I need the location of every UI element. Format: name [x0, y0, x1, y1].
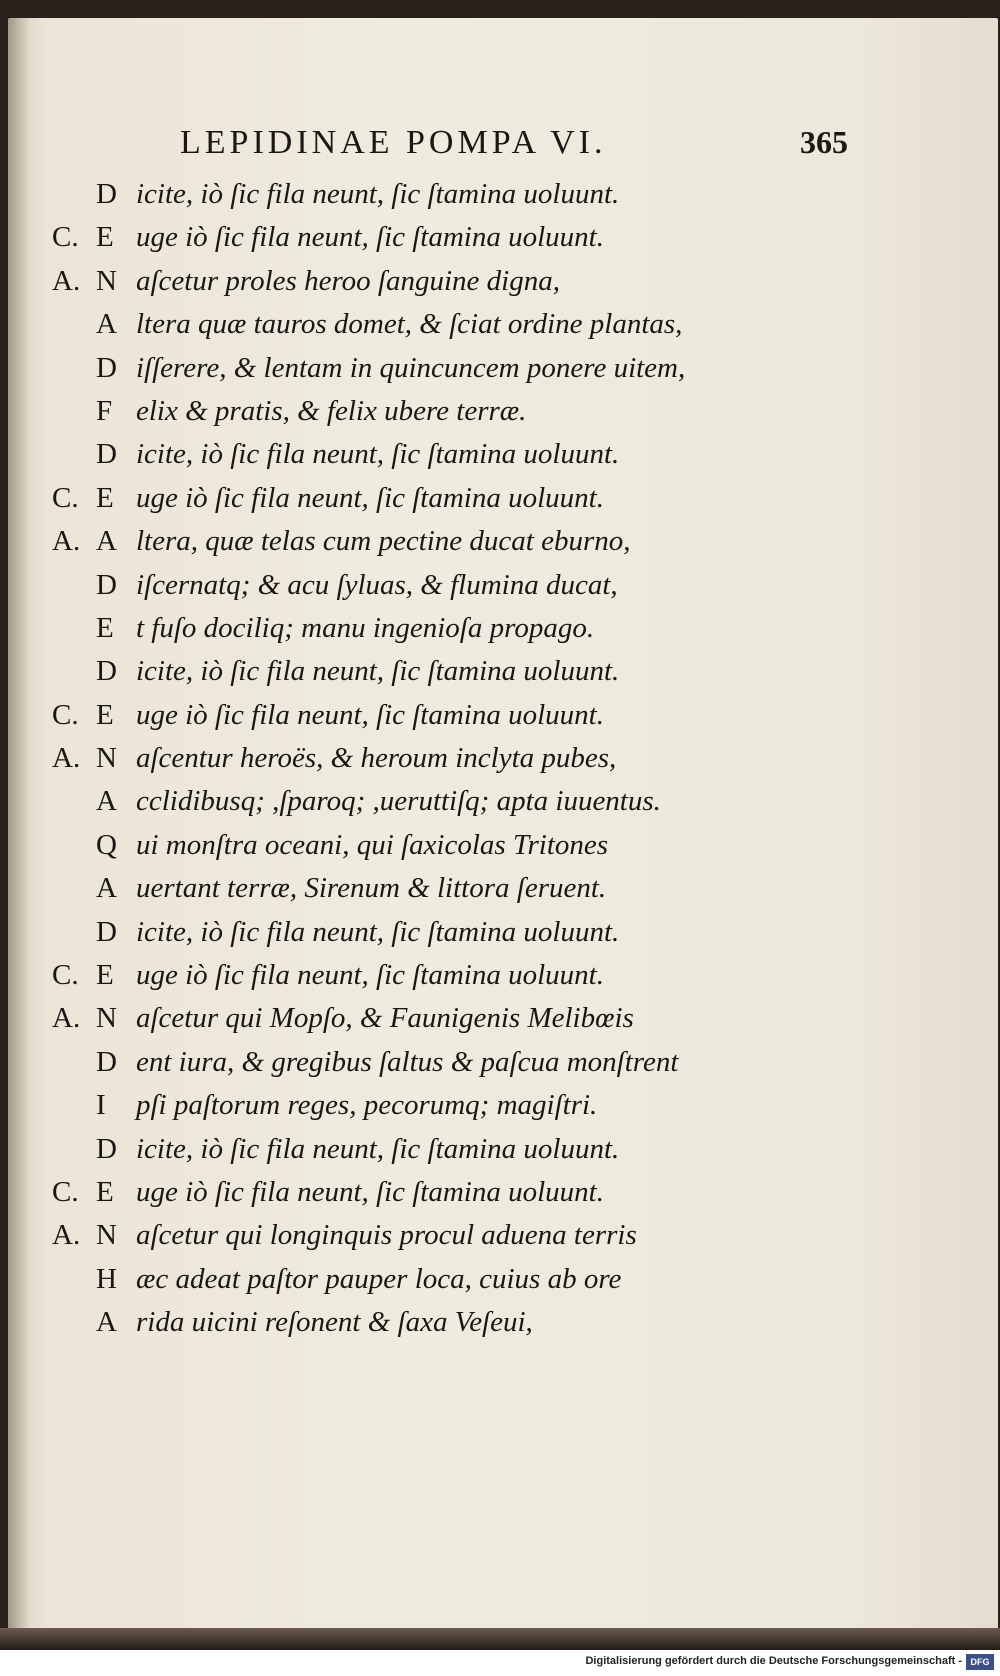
verse-initial: Q [96, 828, 117, 861]
verse-line [0, 347, 1000, 390]
verse-line [0, 911, 1000, 954]
running-title: LEPIDINAE POMPA VI. [180, 124, 607, 161]
verse-line [0, 564, 1000, 607]
verse-text: cclidibusq; ,ſparoq; ,ueruttiſq; apta iuuentus. [136, 785, 661, 818]
verse-initial: A [96, 1306, 117, 1339]
verse-initial: H [96, 1262, 117, 1295]
verse-text: icite, iò ſic fila neunt, ſic ſtamina uoluunt. [136, 915, 620, 948]
verse-initial: N [96, 1002, 117, 1035]
speaker-label: C. [52, 221, 79, 254]
verse-line [0, 173, 1000, 216]
verse-text: uge iò ſic fila neunt, ſic ſtamina uoluunt. [136, 1175, 604, 1208]
verse-line [0, 867, 1000, 910]
verse-line [0, 303, 1000, 346]
verse-text: aſcetur proles heroo ſanguine digna, [136, 264, 560, 297]
verse-line [0, 1301, 1000, 1344]
speaker-label: A. [52, 1219, 81, 1252]
verse-text: uertant terræ, Sirenum & littora ſeruent. [136, 872, 607, 905]
verse-line [0, 216, 1000, 259]
verse-line [0, 997, 1000, 1040]
verse-line [0, 260, 1000, 303]
verse-initial: D [96, 1132, 117, 1165]
verse-text: icite, iò ſic fila neunt, ſic ſtamina uoluunt. [136, 655, 620, 688]
verse-line [0, 1084, 1000, 1127]
verse-block [0, 173, 1000, 1353]
verse-initial: D [96, 568, 117, 601]
verse-text: icite, iò ſic fila neunt, ſic ſtamina uoluunt. [136, 178, 620, 210]
verse-line [0, 1258, 1000, 1301]
speaker-label: A. [52, 264, 81, 297]
verse-text: pſi paſtorum reges, pecorumq; magiſtri. [136, 1089, 598, 1122]
verse-text: rida uicini reſonent & ſaxa Veſeui, [136, 1306, 533, 1339]
verse-line [0, 390, 1000, 433]
verse-text: elix & pratis, & felix ubere terræ. [136, 394, 527, 427]
verse-text: icite, iò ſic fila neunt, ſic ſtamina uoluunt. [136, 1132, 620, 1165]
verse-initial: F [96, 394, 113, 427]
verse-initial: N [96, 1219, 117, 1252]
verse-initial: E [96, 221, 114, 254]
verse-initial: A [96, 525, 117, 558]
verse-line [0, 477, 1000, 520]
page-number: 365 [800, 124, 848, 160]
verse-initial: I [96, 1089, 106, 1122]
verse-text: t fuſo dociliq; manu ingenioſa propago. [136, 611, 595, 644]
speaker-label: A. [52, 1002, 81, 1035]
verse-text: uge iò ſic fila neunt, ſic ſtamina uoluunt. [136, 959, 604, 992]
verse-text: icite, iò ſic fila neunt, ſic ſtamina uoluunt. [136, 438, 620, 471]
verse-line [0, 1041, 1000, 1084]
verse-line [0, 694, 1000, 737]
verse-initial: D [96, 438, 117, 471]
verse-initial: D [96, 1045, 117, 1078]
speaker-label: C. [52, 1175, 79, 1208]
verse-text: uge iò ſic fila neunt, ſic ſtamina uoluunt. [136, 481, 604, 514]
verse-text: ui monſtra oceani, qui ſaxicolas Tritones [136, 828, 609, 861]
verse-initial: N [96, 264, 117, 297]
digitization-footer [0, 1650, 1000, 1676]
verse-initial: E [96, 481, 114, 514]
verse-initial: E [96, 611, 114, 644]
verse-line [0, 433, 1000, 476]
verse-line [0, 520, 1000, 563]
verse-initial: E [96, 1175, 114, 1208]
speaker-label: C. [52, 959, 79, 992]
verse-initial: D [96, 915, 117, 948]
speaker-label: A. [52, 742, 81, 775]
verse-line [0, 1171, 1000, 1214]
verse-initial: A [96, 872, 117, 905]
verse-text: ltera, quæ telas cum pectine ducat eburno, [136, 525, 631, 558]
speaker-label: C. [52, 481, 79, 514]
verse-text: uge iò ſic fila neunt, ſic ſtamina uoluunt. [136, 221, 604, 254]
speaker-label: C. [52, 698, 79, 731]
verse-text: uge iò ſic fila neunt, ſic ſtamina uoluunt. [136, 698, 604, 731]
verse-line [0, 824, 1000, 867]
verse-initial: D [96, 351, 117, 384]
verse-text: aſcetur qui Mopſo, & Faunigenis Melibœis [136, 1002, 634, 1035]
verse-initial: E [96, 959, 114, 992]
verse-line [0, 1214, 1000, 1257]
dfg-logo: DFG [966, 1654, 994, 1670]
verse-line [0, 954, 1000, 997]
speaker-label: A. [52, 525, 81, 558]
verse-line [0, 780, 1000, 823]
verse-line [0, 737, 1000, 780]
verse-line [0, 650, 1000, 693]
verse-line [0, 607, 1000, 650]
verse-text: ent iura, & gregibus ſaltus & paſcua monſtrent [136, 1045, 679, 1078]
verse-initial: N [96, 742, 117, 775]
verse-text: ltera quæ tauros domet, & ſciat ordine plantas, [136, 308, 683, 341]
verse-initial: D [96, 655, 117, 688]
verse-text: aſcentur heroës, & heroum inclyta pubes, [136, 742, 617, 775]
page-bottom-edge [0, 1628, 1000, 1650]
verse-text: æc adeat paſtor pauper loca, cuius ab ore [136, 1262, 622, 1295]
verse-text: aſcetur qui longinquis procul aduena terris [136, 1219, 637, 1252]
verse-initial: A [96, 308, 117, 341]
page-header [180, 124, 860, 170]
verse-initial: E [96, 698, 114, 731]
verse-text: iſcernatq; & acu ſyluas, & flumina ducat, [136, 568, 618, 601]
verse-initial: D [96, 178, 117, 210]
funding-credit: Digitalisierung gefördert durch die Deutsche Forschungsgemeinschaft - [585, 1655, 962, 1667]
verse-line [0, 1128, 1000, 1171]
verse-text: iſſerere, & lentam in quincuncem ponere uitem, [136, 351, 686, 384]
verse-initial: A [96, 785, 117, 818]
